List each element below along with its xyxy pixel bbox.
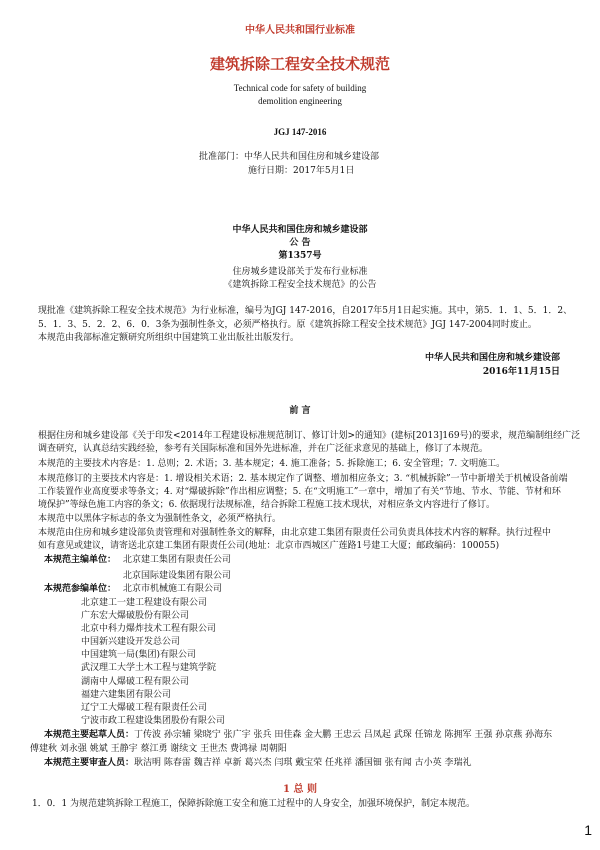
announcement-body-line2: 5．1．3、5．2．2、6．0．3条为强制性条文，必须严格执行。原《建筑拆除工程安全技术规范》JGJ 147-2004同时废止。	[38, 320, 537, 330]
approval-department: 批准部门：中华人民共和国住房和城乡建设部	[199, 152, 380, 162]
participant-unit: 广东宏大爆破股份有限公司	[81, 611, 190, 622]
announcement-body-line1: 现批准《建筑拆除工程安全技术规范》为行业标准，编号为JGJ 147-2016，自2017年5月1日起实施。其中，第5．1．1、5．1．2、	[38, 306, 573, 316]
reviewers-label: 本规范主要审查人员：	[44, 758, 135, 768]
participant-unit: 湖南中人爆破工程有限公司	[81, 676, 190, 687]
foreword-p5-line2: 如有意见或建议，请寄送北京建工集团有限责任公司(地址：北京市西城区广莲路1号建工大厦；邮政编码：100055)	[38, 541, 500, 551]
announcement-number: 第1357号	[278, 251, 322, 261]
foreword-p4: 本规范中以黑体字标志的条文为强制性条文，必须严格执行。	[38, 514, 282, 524]
announcement-date: 2016年11月15日	[482, 367, 560, 377]
participant-unit: 北京建工一建工程建设有限公司	[81, 598, 208, 608]
standard-code: JGJ 147-2016	[273, 127, 327, 137]
participant-units-list	[81, 597, 225, 728]
participant-unit: 中国新兴建设开发总公司	[81, 637, 181, 648]
effective-date: 施行日期：2017年5月1日	[248, 166, 355, 176]
announcement-subject-line2: 《建筑拆除工程安全技术规范》的公告	[223, 280, 377, 290]
foreword-p1-line1: 根据住房和城乡建设部《关于印发<2014年工程建设标准规范制订、修订计划>的通知》(建标[2013]169号)的要求，规范编制组经广泛	[38, 431, 581, 441]
participant-unit: 中国建筑一局(集团)有限公司	[81, 650, 197, 661]
foreword-p5-line1: 本规范由住房和城乡建设部负责管理和对强制性条文的解释，由北京建工集团有限责任公司负责具体技术内容的解释。执行过程中	[38, 528, 552, 538]
page-number: 1	[584, 822, 592, 838]
title-english-line2: demolition engineering	[258, 96, 342, 106]
foreword-p1-line2: 调查研究，认真总结实践经验，参考有关国际标准和国外先进标准，并在广泛征求意见的基础上，修订了本规范。	[38, 444, 489, 454]
reviewers-names: 耿洁明 陈春雷 魏吉祥 卓新 葛兴杰 闫琪 戴宝荣 任兆祥 潘国钿 张有闻 古小英 李瑞礼	[134, 758, 472, 768]
announcement-body-line3: 本规范由我部标准定额研究所组织中国建筑工业出版社出版发行。	[38, 333, 300, 343]
participant-unit: 宁波市政工程建设集团股份有限公司	[81, 715, 226, 726]
foreword-p3-line2: 工作装置作业高度要求等条文；4. 对“爆破拆除”作出相应调整；5. 在“文明施工”一章中，增加了有关“节地、节水、节能、节材和环	[38, 487, 561, 497]
participant-unit: 辽宁工大爆破工程有限责任公司	[81, 702, 208, 713]
chapter-heading: 1 总 则	[283, 784, 317, 795]
participant-units-label: 本规范参编单位：	[44, 584, 117, 594]
participant-unit: 福建六建集团有限公司	[81, 689, 172, 700]
foreword-p3-line3: 境保护”等绿色施工内容的条文；6. 依据现行法规标准，结合拆除工程施工技术现状，对相应条文内容进行了修订。	[38, 500, 496, 510]
participant-unit: 武汉理工大学土木工程与建筑学院	[81, 663, 217, 674]
chief-unit: 北京国际建设集团有限公司	[123, 571, 232, 582]
industry-standard-label: 中华人民共和国行业标准	[245, 25, 355, 36]
announcement-signature: 中华人民共和国住房和城乡建设部	[424, 353, 560, 363]
drafters-label: 本规范主要起草人员：	[44, 730, 135, 740]
chief-units-label: 本规范主编单位：	[44, 555, 117, 565]
drafters-line2: 傅建秋 刘永强 姚斌 王静宇 蔡江勇 谢续文 王世杰 费鸿禄 周朝阳	[30, 744, 287, 754]
title-english-line1: Technical code for safety of building	[233, 83, 367, 93]
clause-1-0-1: 1．0．1 为规范建筑拆除工程施工，保障拆除施工安全和施工过程中的人身安全，加强环境保护，制定本规范。	[32, 799, 476, 809]
foreword-heading: 前 言	[289, 406, 311, 416]
chief-units-list	[123, 554, 231, 583]
announcement-ministry: 中华人民共和国住房和城乡建设部	[232, 225, 368, 235]
drafters-line1	[44, 729, 552, 742]
chief-unit: 北京建工集团有限责任公司	[123, 555, 232, 565]
announcement-subject-line1: 住房城乡建设部关于发布行业标准	[232, 267, 368, 277]
participant-unit: 北京中科力爆炸技术工程有限公司	[81, 624, 217, 635]
drafters-names: 丁传波 孙宗辅 梁晓宁 张广宇 张兵 田佳森 金大鹏 王忠云 吕凤起 武琛 任锦龙 陈拥军 王强 孙京燕 孙海东	[134, 730, 553, 740]
foreword-p2: 本规范的主要技术内容是：1. 总则；2. 术语；3. 基本规定；4. 施工准备；5. 拆除施工；6. 安全管理；7. 文明施工。	[38, 459, 506, 469]
foreword-p3-line1: 本规范修订的主要技术内容是：1. 增设相关术语；2. 基本规定作了调整、增加相应条文；3. “机械拆除”一节中新增关于机械设备前端	[38, 474, 568, 484]
announcement-type: 公 告	[289, 238, 311, 248]
reviewers-line	[44, 757, 472, 770]
participant-unit: 北京市机械施工有限公司	[123, 584, 223, 594]
document-title: 建筑拆除工程安全技术规范	[209, 55, 390, 73]
